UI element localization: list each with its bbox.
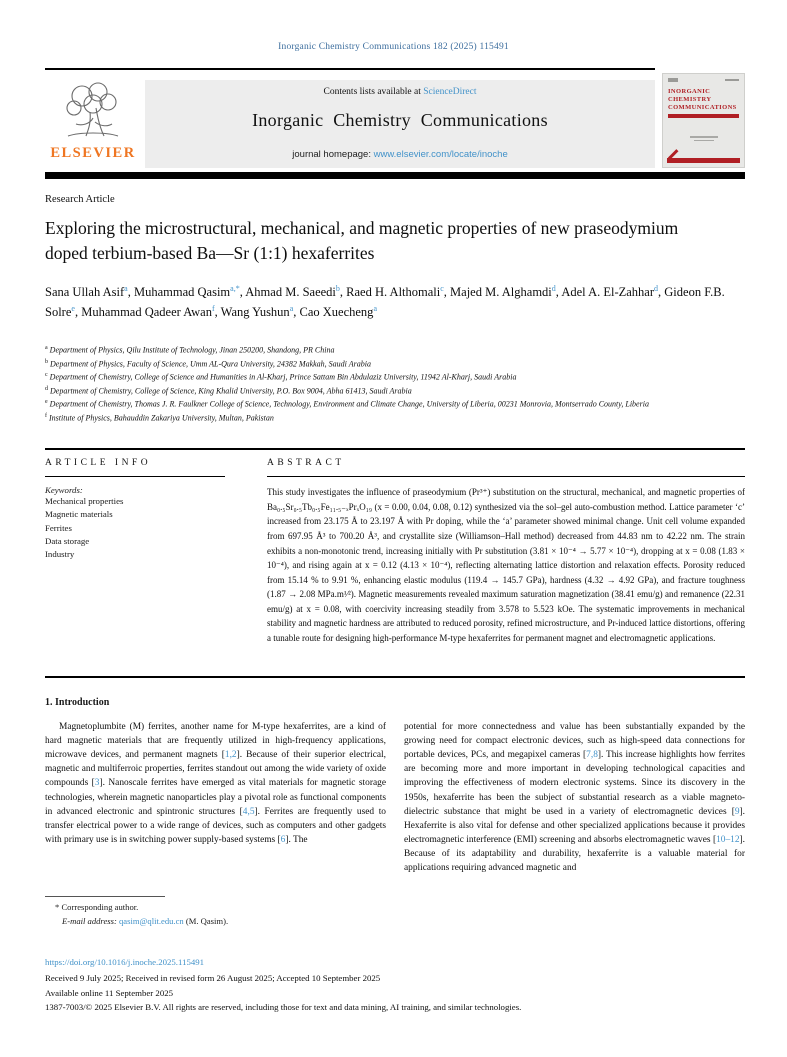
cover-title bbox=[668, 88, 739, 112]
affiliation bbox=[45, 344, 735, 358]
article-info-heading: ARTICLE INFO bbox=[45, 458, 152, 468]
author-affiliation-sup[interactable]: c bbox=[440, 284, 444, 293]
masthead-top-rule bbox=[45, 68, 655, 70]
author: Gideon F.B. Solre$^e$, bbox=[45, 285, 725, 319]
author-affiliation-sup[interactable]: a,* bbox=[230, 284, 240, 293]
email-suffix: (M. Qasim). bbox=[183, 915, 229, 926]
affiliation-sup: e bbox=[45, 399, 48, 406]
author-affiliation-sup[interactable]: b bbox=[335, 284, 340, 293]
author-list bbox=[45, 283, 725, 322]
elsevier-logo[interactable] bbox=[47, 78, 139, 170]
elsevier-tree-icon bbox=[60, 78, 126, 144]
affiliation-sup: b bbox=[45, 358, 48, 365]
citation-link[interactable]: 10–12 bbox=[716, 834, 740, 845]
article-title: Exploring the microstructural, mechanical, and magnetic properties of new praseodymium doped terbium-based Ba—Sr (1:1) hexaferrites bbox=[45, 218, 679, 263]
affiliation-sup: d bbox=[45, 385, 48, 392]
section-heading-introduction: 1. Introduction bbox=[45, 697, 110, 708]
author: Raed H. Althomali$^c$, bbox=[346, 284, 451, 300]
author: Wang Yushun$^a$, bbox=[220, 303, 300, 319]
author-affiliation-sup[interactable]: e bbox=[71, 303, 75, 313]
abstract-bottom-rule bbox=[45, 676, 745, 678]
cover-title-line: INORGANIC bbox=[668, 88, 711, 95]
contents-line: Contents lists available at ScienceDirect bbox=[323, 87, 477, 97]
affiliation bbox=[45, 385, 735, 399]
author-name: Muhammad Qasim bbox=[133, 285, 231, 300]
journal-homepage-link[interactable]: www.elsevier.com/locate/inoche bbox=[373, 149, 508, 160]
affiliation-text: Department of Chemistry, Thomas J. R. Faulkner College of Science, Technology, Environment and Climate Change, University of Liberia, 00231 Monrovia, Montserrado County, Liberia bbox=[47, 400, 649, 410]
cover-title-line: COMMUNICATIONS bbox=[668, 104, 737, 112]
author-affiliation-sup[interactable]: d bbox=[654, 284, 659, 293]
homepage-line: journal homepage: www.elsevier.com/locate/inoche bbox=[292, 149, 508, 160]
received-dates-line: Received 9 July 2025; Received in revised form 26 August 2025; Accepted 10 September 2025 bbox=[45, 973, 381, 984]
affiliation bbox=[45, 398, 735, 412]
author-name: Majed M. Alghamdi bbox=[450, 285, 552, 300]
email-line bbox=[45, 915, 735, 929]
author-affiliation-sup[interactable]: d bbox=[551, 284, 556, 293]
corresponding-author-note: * Corresponding author. bbox=[55, 902, 139, 912]
body-column-right bbox=[404, 720, 745, 875]
footnote-block bbox=[45, 901, 735, 929]
sciencedirect-link[interactable]: ScienceDirect bbox=[423, 87, 477, 97]
author: Adel A. El-Zahhar$^d$, bbox=[561, 284, 665, 300]
author-name: Gideon F.B. Solre bbox=[45, 285, 725, 319]
keyword: Magnetic materials bbox=[45, 509, 113, 520]
author: Muhammad Qadeer Awan$^f$, bbox=[81, 303, 221, 319]
keyword: Mechanical properties bbox=[45, 496, 124, 507]
cover-mark-left bbox=[668, 78, 678, 82]
author-name: Sana Ullah Asif bbox=[45, 285, 125, 300]
affiliation-text: Department of Physics, Faculty of Science, Umm AL-Qura University, 24382 Makkah, Saudi Arabia bbox=[48, 359, 371, 369]
citation-link[interactable]: 6 bbox=[280, 834, 286, 845]
affiliation bbox=[45, 412, 735, 426]
citation-link[interactable]: 7,8 bbox=[586, 750, 598, 761]
author-name: Cao Xuecheng bbox=[299, 304, 374, 319]
cover-title-line: CHEMISTRY bbox=[668, 96, 712, 104]
author-name: Adel A. El-Zahhar bbox=[561, 285, 655, 300]
affiliation-sup: f bbox=[45, 413, 47, 420]
footer-block bbox=[45, 955, 745, 1014]
journal-title: Inorganic Chemistry Communications bbox=[252, 110, 548, 130]
abstract-text: This study investigates the influence of praseodymium (Pr³⁺) substitution on the structural, mechanical, and magnetic properties of Ba₀.₅Sr₀.₅Tb₀.₅Fe₁₁.₅₋ₓPrₓO₁₉ (x = 0.00, 0.04, 0.08, 0.12) synthesized via the sol–gel auto-combustion method. Lattice parameter ‘c’ increased from 23.175 Å to 23.197 Å with Pr doping, while the ‘a’ parameter showed minimal change. Unit cell volume expanded from 697.95 Å³ to 700.20 Å³, and crystallite size (Williamson–Hall method) decreased from 44.83 nm to 42.22 nm. The strain exhibits a non-monotonic trend, increasing initially with Pr substitution (3.81 × 10⁻⁴ → 5.77 × 10⁻⁴), dropping at x = 0.08 (1.83 × 10⁻⁴), and rising again at x = 0.12 (4.13 × 10⁻⁴), reflecting alternating lattice distortion and relaxation effects. Porosity reduced from 15.14 % to 9.91 %, enhancing elastic modulus (119.4 → 145.7 GPa), hardness (4.32 → 4.92 GPa), and fracture toughness (1.87 → 2.08 MPa.m¹⁄²). Magnetic measurements revealed maximum saturation magnetization (38.41 emu/g) and remanence (22.31 emu/g) at x = 0.08, with coercivity increasing steadily from 3.578 to 5.523 kOe. The systematic improvements in mechanical stability and magnetic hardness are attributed to reduced porosity, refined microstructure, and Pr-induced lattice distortions, offering a tunable route for designing high-performance M-type hexaferrites for permanent magnet and electromagnetic applications. bbox=[267, 487, 745, 643]
available-online-line: Available online 11 September 2025 bbox=[45, 987, 174, 998]
masthead-bottom-bar bbox=[45, 172, 745, 179]
citation-link[interactable]: 1,2 bbox=[224, 750, 237, 761]
keyword: Industry bbox=[45, 548, 75, 559]
affiliation-sup: a bbox=[45, 345, 48, 351]
author: Majed M. Alghamdi$^d$, bbox=[450, 284, 562, 300]
masthead bbox=[45, 68, 745, 180]
author-affiliation-sup[interactable]: a bbox=[289, 303, 294, 313]
affiliation-text: Department of Physics, Qilu Institute of Technology, Jinan 250200, Shandong, PR China bbox=[47, 345, 335, 355]
email-label: E-mail address: bbox=[62, 915, 117, 926]
author: Sana Ullah Asif$^a$, bbox=[45, 284, 134, 300]
affiliation-text: Department of Chemistry, College of Science, King Khalid University, P.O. Box 9004, Abha 61413, Saudi Arabia bbox=[48, 386, 412, 396]
affiliation bbox=[45, 358, 735, 372]
citation-link[interactable]: 3 bbox=[94, 778, 100, 789]
article-type-label: Research Article bbox=[45, 194, 115, 205]
body-columns bbox=[45, 720, 745, 875]
intro-paragraph-right: potential for more connectedness and value has been substantially expanded by the growing need for compact electronic devices, such as high-speed data connections for portable devices, PCs, and megapixel cameras [7,8]. This increase highlights how ferrites are becoming more and more important in developing technological capacities and improving the effectiveness of modern electronic systems. Since its discovery in the 1950s, hexaferrite has been the subject of substantial research as a viable magneto-dielectric substance that might be used in a variety of electromagnetic devices [9]. Hexaferrite is also vital for defense and other specialized applications because it provides electromagnetic interference (EMI) screening and absorbs electromagnetic waves [10–12]. Because of its adaptability and durability, hexaferrite is a valuable material for applications requiring advanced magnetic and bbox=[404, 722, 745, 874]
email-link[interactable]: qasim@qlit.edu.cn bbox=[118, 915, 184, 926]
cover-bottom-banner bbox=[667, 158, 740, 163]
author bbox=[300, 305, 378, 319]
affiliation-sup: c bbox=[45, 372, 48, 379]
author-name: Ahmad M. Saeedi bbox=[245, 285, 336, 300]
keyword: Data storage bbox=[45, 535, 90, 546]
keyword-list bbox=[45, 495, 245, 561]
author-name: Wang Yushun bbox=[220, 304, 290, 319]
keyword: Ferrites bbox=[45, 522, 72, 533]
elsevier-wordmark: ELSEVIER bbox=[50, 145, 136, 161]
article-info-column bbox=[45, 458, 245, 561]
author: Ahmad M. Saeedi$^b$, bbox=[245, 284, 347, 300]
cover-red-banner bbox=[668, 114, 739, 118]
abstract-column bbox=[267, 458, 745, 646]
cover-mid-lines bbox=[668, 136, 739, 141]
intro-paragraph-left: Magnetoplumbite (M) ferrites, another name for M-type hexaferrites, are a kind of hard magnetic materials that are frequently utilized in high-frequency applications, microwave devices, and permanent magnets [1,2]. Because of their superior electrical, magnetic and multiferroic properties, ferrites standout out among the wide variety of oxide compounds [3]. Nanoscale ferrites have emerged as vital materials for magnetic storage technologies, wherein magnetic nanoparticles play a pivotal role as functional components in advanced electronic and spintronic structures [4,5]. Ferrites are frequently used to transfer electrical power to a wide range of devices, such as computers and other gadgets with primary use is in switching power supply-based systems [6]. The bbox=[45, 722, 386, 845]
affiliation-text: Department of Chemistry, College of Science and Humanities in Al-Kharj, Prince Sattam Bin Abdulaziz University, 11942 Al-Kharj, Saudi Arabia bbox=[47, 372, 517, 382]
journal-cover-thumbnail[interactable] bbox=[662, 73, 745, 168]
info-section-top-rule bbox=[45, 448, 745, 450]
author-name: Muhammad Qadeer Awan bbox=[81, 304, 212, 319]
journal-citation-header: Inorganic Chemistry Communications 182 (2025) 115491 bbox=[278, 42, 509, 52]
author-name: Raed H. Althomali bbox=[346, 285, 441, 300]
affiliation-text: Institute of Physics, Bahauddin Zakariya University, Multan, Pakistan bbox=[47, 413, 274, 423]
footnote-rule bbox=[45, 896, 165, 897]
affiliation bbox=[45, 371, 735, 385]
body-column-left bbox=[45, 720, 386, 875]
author-affiliation-sup[interactable]: f bbox=[211, 303, 215, 313]
doi-link[interactable]: https://doi.org/10.1016/j.inoche.2025.115491 bbox=[45, 957, 205, 967]
journal-band bbox=[145, 80, 655, 168]
citation-link[interactable]: 9 bbox=[734, 806, 740, 817]
abstract-heading: ABSTRACT bbox=[267, 458, 345, 468]
cover-mark-right bbox=[725, 79, 739, 81]
citation-link[interactable]: 4,5 bbox=[242, 806, 255, 817]
cover-top-marks bbox=[668, 78, 739, 82]
author: Muhammad Qasim$^{a,*}$, bbox=[133, 284, 246, 300]
copyright-line: 1387-7003/© 2025 Elsevier B.V. All rights are reserved, including those for text and data mining, AI training, and similar technologies. bbox=[45, 1001, 522, 1012]
affiliation-list bbox=[45, 344, 735, 426]
author-affiliation-sup[interactable]: a bbox=[124, 284, 128, 293]
author-affiliation-sup[interactable]: a bbox=[373, 303, 377, 313]
keywords-label: Keywords: bbox=[45, 485, 83, 496]
